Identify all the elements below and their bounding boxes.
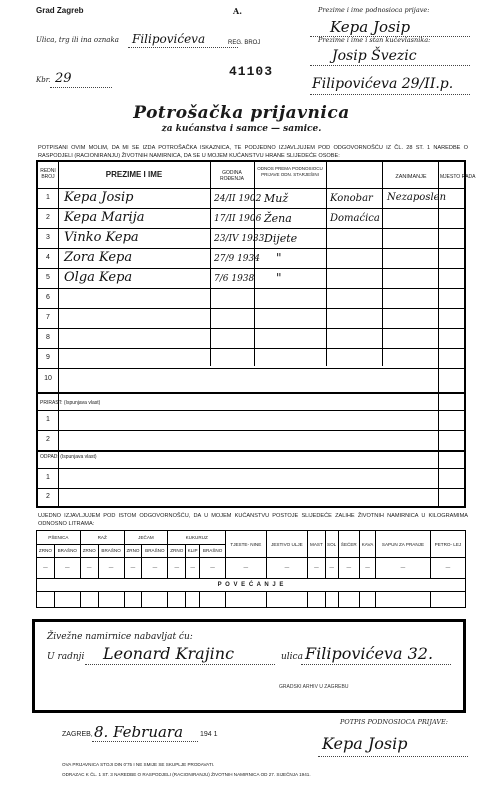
stock-cell [200,592,226,608]
row-divider [38,188,464,189]
member-relation: " [276,271,282,285]
col-divider [326,162,327,366]
header-workplace: MJESTO RADA [440,174,476,180]
stock-cell [142,592,168,608]
stock-sub: KLIP [186,544,200,558]
section-letter: A. [233,6,242,16]
stock-group: JEČAM [124,531,168,545]
stock-group: RAŽ [80,531,124,545]
signature-value: Kepa Josip [322,734,408,753]
member-born: 24/II 1902 [214,194,262,204]
members-table [36,160,476,508]
shop-line [85,664,275,665]
stock-group: MAST [308,531,326,558]
stock-cell: — [168,558,186,578]
row-no: 9 [46,354,50,361]
stock-cell: — [80,558,98,578]
row-no: 7 [46,314,50,321]
row-divider [38,368,464,369]
stock-group: PŠENICA [37,531,81,545]
row-divider [38,430,464,431]
row-no: 8 [46,334,50,341]
prirast-row-no: 1 [46,416,50,423]
stock-group: KAVA [360,531,376,558]
row-divider [38,288,464,289]
house-no-line [50,87,112,88]
member-name: Vinko Kepa [64,230,139,245]
member-relation: Muž [264,192,289,205]
shop-label: U radnji [47,652,85,662]
stock-table [36,530,466,608]
applicant-label: Prezime i ime podnosioca prijave: [318,6,430,14]
signature-line [318,756,468,757]
row-divider [38,348,464,349]
stock-sub: ZRNO [124,544,142,558]
street-label: Ulica, trg ili ina oznaka [36,36,119,44]
member-born: 27/9 1934 [214,254,260,264]
member-name: Kepa Josip [64,190,134,205]
year-label: 194 1 [200,731,218,738]
odpad-label: ODPAD: (Ispunjava vlast) [40,454,97,460]
owner-address: Filipovićeva 29/II.p. [312,76,454,92]
member-workplace: Nezaposlen [387,192,447,203]
stock-cell: — [142,558,168,578]
reg-number: 41103 [229,64,274,79]
member-job: Konobar [330,193,373,204]
row-divider [38,208,464,209]
stock-cell [308,592,326,608]
shop-value: Leonard Krajinc [103,644,235,663]
stock-cell [37,592,55,608]
prirast-label: PRIRAST: (Ispunjava vlast) [40,400,101,406]
stock-group: ŠEĆER [338,531,359,558]
row-divider [38,248,464,249]
header-job: ZANIMANJE [395,174,427,180]
member-job: Domaćica [330,213,380,224]
form-subtitle: za kućanstva i samce — samice. [161,124,322,134]
row-divider [38,488,464,489]
supply-street-label: ulica [281,652,303,662]
date-value: 8. Februara [94,723,184,741]
owner-line [310,65,470,66]
stock-cell: — [376,558,431,578]
stock-cell [325,592,338,608]
member-name: Olga Kepa [64,270,133,285]
row-divider [38,468,464,469]
stock-cell: — [226,558,267,578]
stock-cell: — [266,558,308,578]
col-divider [254,162,255,366]
header-name: PREZIME I IME [105,170,163,179]
stock-sub: BRAŠNO [142,544,168,558]
stock-cell [266,592,308,608]
form-title: Potrošačka prijavnica [133,103,350,123]
row-divider [38,228,464,229]
stock-cell [338,592,359,608]
header-relation: ODNOS PREMA PODNOSIOCU PRIJAVE ODN. STARJEŠINI [257,166,323,177]
stock-group: TJESTE- NINE [226,531,267,558]
row-no: 1 [46,194,50,201]
stock-cell [54,592,80,608]
stock-cell [186,592,200,608]
supply-street-line [301,664,451,665]
stock-cell [80,592,98,608]
stock-cell: — [200,558,226,578]
stock-cell [124,592,142,608]
row-divider [38,268,464,269]
header-born: GODINA ROĐENJA [220,170,244,182]
place-label: ZAGREB, [62,731,93,738]
stock-sub: BRAŠNO [54,544,80,558]
row-divider [38,308,464,309]
price-note: OVA PRIJAVNICA STOJI DIN 0'75 I NE SMIJE SE SKUPLJE PRODAVATI. [62,762,215,767]
house-no-label: Kbr. [36,76,51,84]
street-line [128,47,238,48]
owner-label: Prezime i ime i stan kućevlasnika: [318,36,431,44]
col-divider [210,162,211,366]
owner-value: Josip Švezic [332,48,417,64]
stock-group: SAPUN ZA PRANJE [376,531,431,558]
stock-sub: ZRNO [37,544,55,558]
row-divider [38,410,464,411]
supply-box [32,619,466,713]
row-no: 2 [46,214,50,221]
row-divider [38,450,464,452]
stock-cell [430,592,465,608]
stock-cell [168,592,186,608]
address-line [310,94,470,95]
stock-group: SOL [325,531,338,558]
reg-label: REG. BROJ [228,40,261,46]
row-no: 3 [46,234,50,241]
stock-sub: ZRNO [80,544,98,558]
street-value: Filipovićeva [132,32,206,46]
stock-cell: — [430,558,465,578]
stock-sub: BRAŠNO [200,544,226,558]
stock-cell: — [308,558,326,578]
member-born: 23/IV 1933 [214,234,265,244]
row-no: 10 [44,375,52,382]
member-relation: Žena [264,212,292,225]
stock-cell: — [186,558,200,578]
stock-sub: BRAŠNO [98,544,124,558]
header-no: REDNI BROJ [40,168,56,180]
stock-cell [376,592,431,608]
stock-cell: — [338,558,359,578]
stock-group: KUKURUZ [168,531,226,545]
member-name: Zora Kepa [64,250,133,265]
stock-cell: — [54,558,80,578]
stock-group: JESTIVO ULJE [266,531,308,558]
stock-cell: — [325,558,338,578]
stock-group: PETRO- LEJ [430,531,465,558]
archive-stamp: GRADSKI ARHIV U ZAGREBU [279,684,349,690]
supply-street-value: Filipovićeva 32. [305,644,434,663]
member-born: 7/6 1938 [214,274,255,284]
row-no: 6 [46,294,50,301]
stock-cell [226,592,267,608]
stock-cell [98,592,124,608]
member-relation: " [276,251,282,265]
stock-cell: — [98,558,124,578]
intro-text: POTPISANI OVIM MOLIM, DA MI SE IZDA POTROŠAČKA ISKAZNICA, TE PODJEDNO IZJAVLJUJEM POD ODGOVORNOŠĆU IZ ČL. 28 ST. 1 NAREDBE O RASPODJELI (RACIONIRANJU) ŽIVOTNIH NAMIRNICA, DA SE U MOJEM KUĆANSTVU HRANE SLIJEDEĆE OSOBE: [38,145,468,159]
row-divider [38,328,464,329]
povecanje-label: P O V E Ć A N J E [37,578,466,592]
odpad-row-no: 2 [46,493,50,500]
stock-sub: ZRNO [168,544,186,558]
signature-label: POTPIS PODNOSIOCA PRIJAVE: [340,718,448,726]
applicant-value: Kepa Josip [330,18,411,36]
stock-intro: UJEDNO IZJAVLJUJEM POD ISTOM ODGOVORNOŠĆU, DA U MOJEM KUĆANSTVU POSTOJE SLIJEDEĆE ZALIHE ŽIVOTNIH NAMIRNICA U KILOGRAMIMA ODNOSNO LITRAMA: [38,513,468,527]
member-born: 17/II 1906 [214,214,262,224]
house-no-value: 29 [55,71,72,86]
date-line [92,741,198,742]
stock-cell: — [360,558,376,578]
stock-cell: — [37,558,55,578]
prirast-row-no: 2 [46,436,50,443]
city-label: Grad Zagreb [36,6,84,15]
col-divider [382,162,383,366]
stock-cell: — [124,558,142,578]
row-no: 5 [46,274,50,281]
member-name: Kepa Marija [64,210,145,225]
odpad-row-no: 1 [46,474,50,481]
supply-label: Živežne namirnice nabavljat ću: [47,632,193,642]
col-divider [438,162,439,506]
row-divider [38,392,464,394]
stock-cell [360,592,376,608]
row-no: 4 [46,254,50,261]
member-relation: Dijete [264,232,298,245]
regulation-note: ODRAZAC K ČL. 1 ST. 3 NAREDBE O RASPODJELI (RACIONIRANJU) ŽIVOTNIH NAMIRNICA OD 27. SIJEČNJA 1941. [62,772,311,777]
